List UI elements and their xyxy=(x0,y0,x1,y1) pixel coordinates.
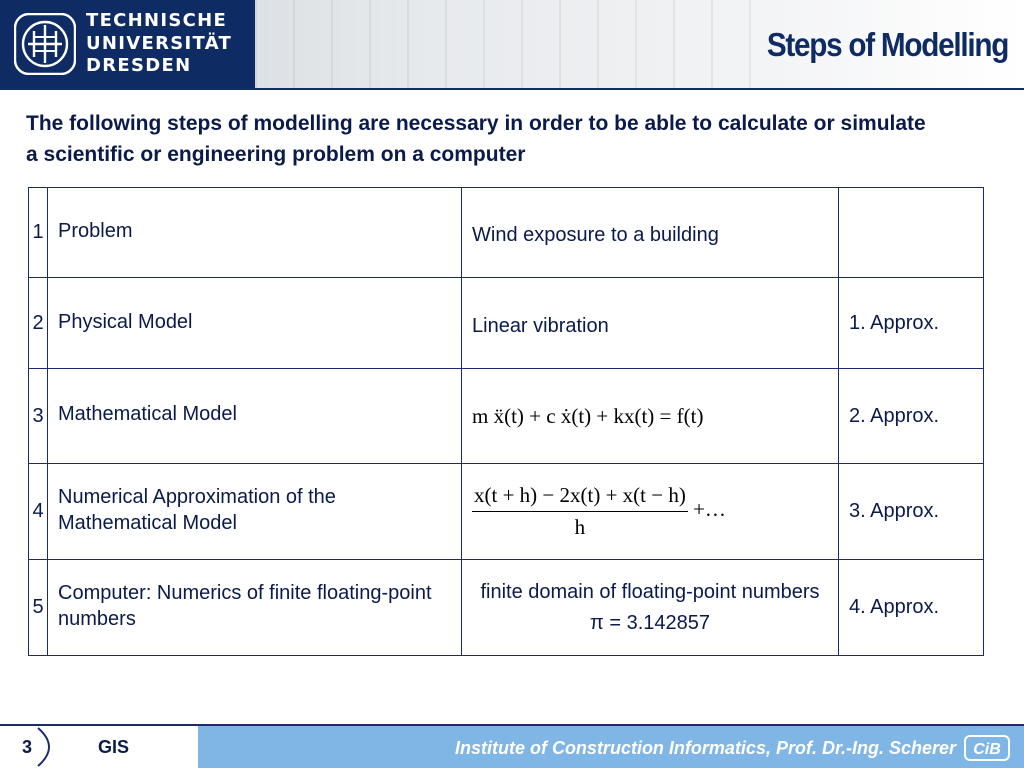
tu-dresden-emblem-icon xyxy=(14,13,76,75)
step-name: Numerical Approximation of the Mathematical Model xyxy=(58,486,336,534)
table-row xyxy=(29,560,984,656)
step-number: 4 xyxy=(29,464,48,560)
table-row xyxy=(29,188,984,278)
table-row xyxy=(29,464,984,560)
table-row xyxy=(29,369,984,464)
section-label: GIS xyxy=(98,737,130,757)
fraction xyxy=(472,483,688,540)
institute-bar xyxy=(198,726,1024,768)
page-arc-icon xyxy=(34,726,60,768)
step-name: Problem xyxy=(58,220,133,242)
fraction-denominator: h xyxy=(574,515,586,539)
svg-text:CiB: CiB xyxy=(973,741,1001,758)
cib-logo-icon xyxy=(964,735,1010,761)
logo-line-1: TECHNISCHE xyxy=(86,10,228,31)
step-number: 5 xyxy=(29,560,48,656)
slide-header xyxy=(0,0,1024,90)
header-divider xyxy=(0,88,1024,90)
fraction-numerator: x(t + h) − 2x(t) + x(t − h) xyxy=(472,483,688,512)
step-name: Physical Model xyxy=(58,311,193,333)
institute-name: Institute of Construction Informatics, Prof. Dr.-Ing. Scherer xyxy=(454,738,956,758)
step-number: 3 xyxy=(29,369,48,464)
intro-text: The following steps of modelling are necessary in order to be able to calculate or simulate a scientific or engineering problem on a computer xyxy=(26,112,926,166)
page-number: 3 xyxy=(22,737,33,757)
modelling-steps-table xyxy=(28,187,984,656)
step-approximation: 2. Approx. xyxy=(839,369,984,464)
step-description: Linear vibration xyxy=(462,278,839,369)
logo-line-2: UNIVERSITÄT xyxy=(86,32,233,54)
step-name: Mathematical Model xyxy=(58,403,237,425)
step-approximation: 3. Approx. xyxy=(839,464,984,560)
step-number: 2 xyxy=(29,278,48,369)
formula-tail: +… xyxy=(693,497,726,522)
step-approximation: 4. Approx. xyxy=(839,560,984,656)
table-row xyxy=(29,278,984,369)
university-logo xyxy=(0,0,255,90)
slide-footer xyxy=(0,724,1024,768)
step-number: 1 xyxy=(29,188,48,278)
step-description: Wind exposure to a building xyxy=(462,188,839,278)
step-approximation xyxy=(839,188,984,278)
step-description: finite domain of floating-point numbers π = 3.142857 xyxy=(462,560,839,656)
header-background-photo xyxy=(255,0,755,90)
finite-difference-formula xyxy=(472,483,726,539)
step-approximation: 1. Approx. xyxy=(839,278,984,369)
slide-title: Steps of Modelling xyxy=(766,26,1008,63)
university-name xyxy=(86,10,232,78)
equation-of-motion: m ẍ(t) + c ẋ(t) + kx(t) = f(t) xyxy=(472,403,704,428)
logo-line-3: DRESDEN xyxy=(86,55,192,76)
step-name: Computer: Numerics of finite floating-point numbers xyxy=(58,582,432,630)
